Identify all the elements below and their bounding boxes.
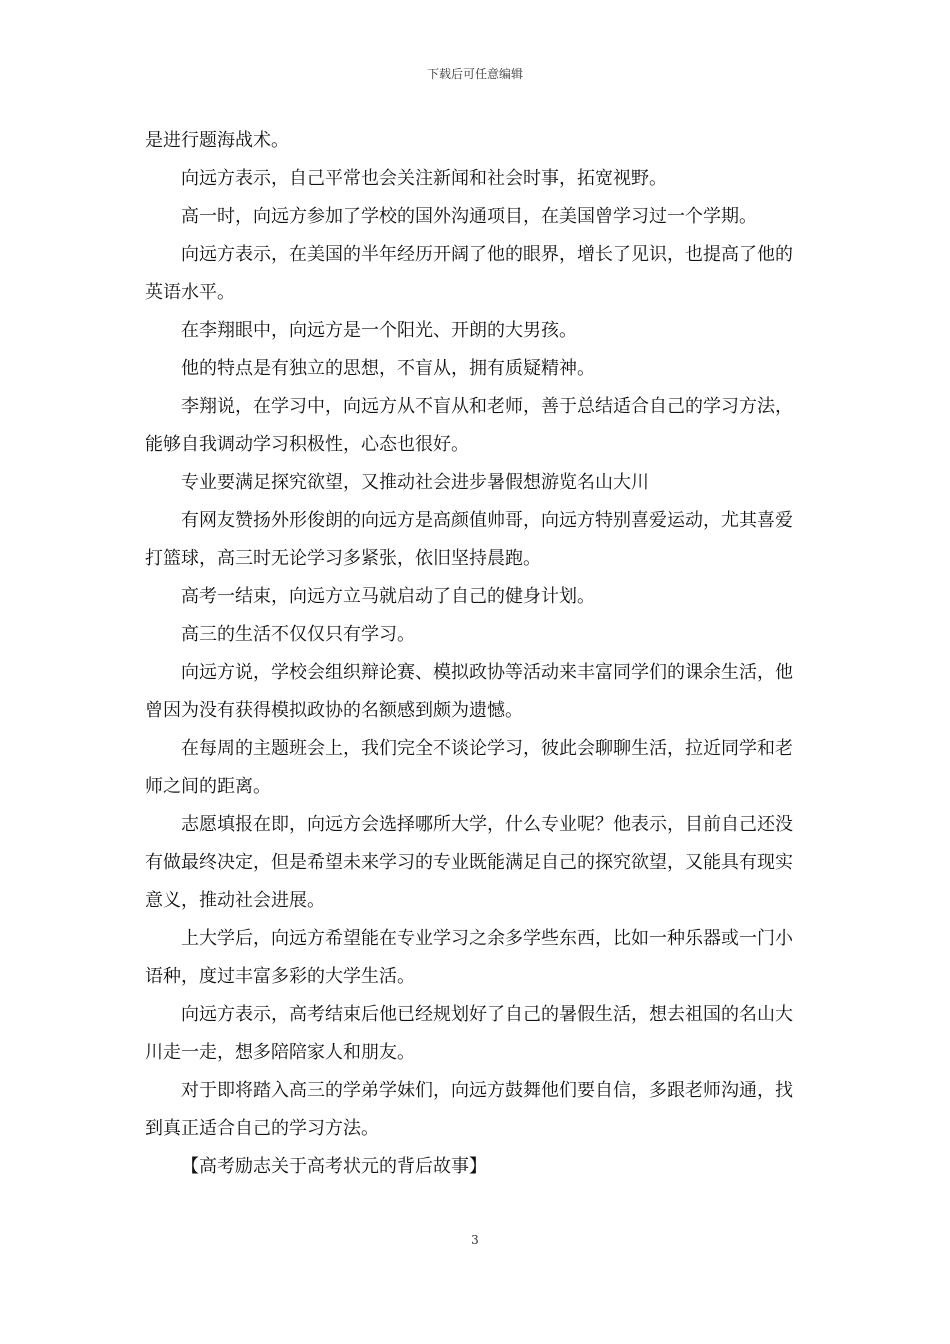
paragraph: 他的特点是有独立的思想，不盲从，拥有质疑精神。	[181, 358, 595, 379]
page-header: 下载后可任意编辑	[426, 67, 523, 81]
section-title: 【高考励志关于高考状元的背后故事】	[181, 1156, 487, 1177]
paragraph: 高考一结束，向远方立马就启动了自己的健身计划。	[181, 586, 595, 607]
paragraph: 上大学后，向远方希望能在专业学习之余多学些东西，比如一种乐器或一门小语种，度过丰富多彩的大学生活。	[145, 928, 793, 987]
paragraph: 专业要满足探究欲望，又推动社会进步暑假想游览名山大川	[181, 472, 649, 493]
page-number: 3	[471, 1233, 479, 1247]
paragraph: 在每周的主题班会上，我们完全不谈论学习，彼此会聊聊生活，拉近同学和老师之间的距离。	[145, 738, 793, 797]
paragraph: 志愿填报在即，向远方会选择哪所大学，什么专业呢？他表示，目前自己还没有做最终决定，但是希望未来学习的专业既能满足自己的探究欲望，又能具有现实意义，推动社会进展。	[145, 814, 793, 911]
paragraph: 向远方表示，自己平常也会关注新闻和社会时事，拓宽视野。	[181, 168, 667, 189]
paragraph: 向远方表示，在美国的半年经历开阔了他的眼界，增长了见识，也提高了他的英语水平。	[145, 244, 793, 303]
paragraph: 有网友赞扬外形俊朗的向远方是高颜值帅哥，向远方特别喜爱运动，尤其喜爱打篮球，高三时无论学习多紧张，依旧坚持晨跑。	[145, 510, 793, 569]
paragraph: 向远方表示，高考结束后他已经规划好了自己的暑假生活，想去祖国的名山大川走一走，想多陪陪家人和朋友。	[145, 1004, 793, 1063]
paragraph: 在李翔眼中，向远方是一个阳光、开朗的大男孩。	[181, 320, 577, 341]
paragraph: 向远方说，学校会组织辩论赛、模拟政协等活动来丰富同学们的课余生活，他曾因为没有获得模拟政协的名额感到颇为遗憾。	[145, 662, 793, 721]
paragraph: 是进行题海战术。	[145, 130, 289, 151]
paragraph: 对于即将踏入高三的学弟学妹们，向远方鼓舞他们要自信，多跟老师沟通，找到真正适合自己的学习方法。	[145, 1080, 793, 1139]
document-body	[145, 122, 808, 1186]
paragraph: 高一时，向远方参加了学校的国外沟通项目，在美国曾学习过一个学期。	[181, 206, 757, 227]
paragraph: 李翔说，在学习中，向远方从不盲从和老师，善于总结适合自己的学习方法，能够自我调动学习积极性，心态也很好。	[145, 396, 793, 455]
paragraph: 高三的生活不仅仅只有学习。	[181, 624, 415, 645]
